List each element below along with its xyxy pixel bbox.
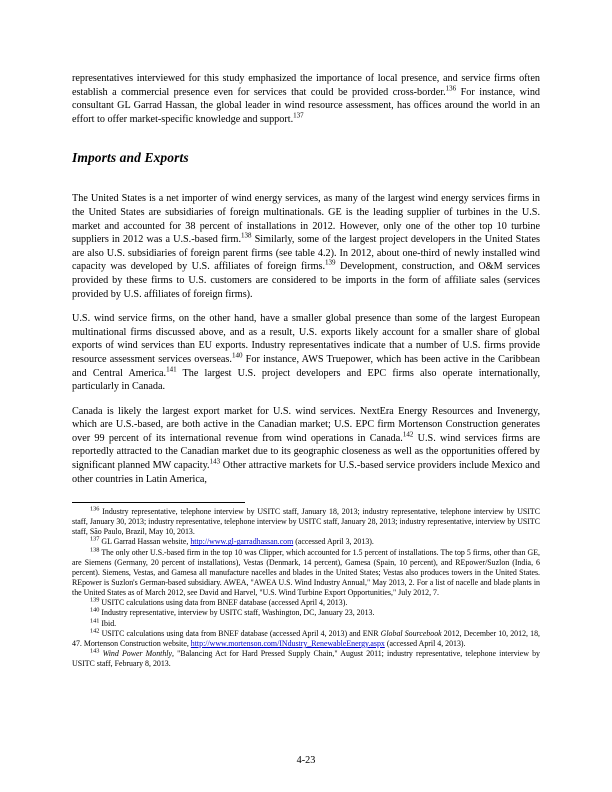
paragraph-canada-exports: Canada is likely the largest export market for U.S. wind services. NextEra Energy Resources and Invenergy, which are U.S.-based, are both active in the Canadian market; U.S. EPC firm Mortenson Construction generates over 99 percent of its international revenue from wind operations in Canada.$^{142}$ U.S. wind services firms are reportedly attracted to the Canadian market due to its geographic closeness as well as the opportunities offered by significant planned MW capacity.$^{143}$ Other attractive markets for U.S.-based service providers include Mexico and other countries in Latin America, xyxy=(72,405,540,485)
footnote: $^{140}$ Industry representative, interview by USITC staff, Washington, DC, January 23, 2013. xyxy=(90,606,375,618)
footnote: $^{142}$ USITC calculations using data from BNEF database (accessed April 4, 2013) and ENR Global Sourcebook 2012, December 10, 2012, 18, 47. Mortenson Construction website, http://www.mortenson.com/INdustry_RenewableEnergy.aspx (accessed April 4, 2013). xyxy=(72,627,540,649)
footnote-reference[interactable]: 138 xyxy=(241,231,252,240)
footnote: $^{136}$ Industry representative, telephone interview by USITC staff, January 18, 2013; industry representative, telephone interview by USITC staff, January 30, 2013; industry representative, telephone interview by USITC staff, January 28, 2013; industry representative, interview by USITC staff, São Paulo, Brazil, May 10, 2013. xyxy=(72,505,540,537)
footnote-reference[interactable]: 141 xyxy=(166,365,177,374)
footnote: $^{141}$ Ibid. xyxy=(90,617,117,628)
footnote-number: 137 xyxy=(90,535,100,543)
page-number: 4-23 xyxy=(296,755,316,766)
footnote-reference[interactable]: 139 xyxy=(325,258,336,267)
paragraph-imports-overview: The United States is a net importer of wind energy services, as many of the largest wind energy services firms in the United States are subsidiaries of foreign multinationals. GE is the leading supplier of turbines in the U.S. market and accounted for 38 percent of installations in 2012. However, only one of the other top 10 turbine suppliers in 2012 was a U.S.-based firm.$^{138}$ Similarly, some of the largest project developers in the United States are also U.S. subsidiaries of foreign parent firms (see table 4.2). In 2012, about one-third of newly installed wind capacity was developed by U.S. affiliates of foreign firms.$^{139}$ Development, construction, and O&M services provided by these firms to U.S. customers are considered to be imports in the form of affiliate sales (services provided by U.S. affiliates of foreign firms). xyxy=(72,193,540,300)
footnote-number: 141 xyxy=(90,617,100,625)
footnote: $^{143}$ Wind Power Monthly, "Balancing Act for Hard Pressed Supply Chain," August 2011; industry representative, telephone interview by USITC staff, February 8, 2013. xyxy=(72,647,540,669)
footnote-reference[interactable]: 142 xyxy=(402,430,414,439)
footnote: $^{137}$ GL Garrad Hassan website, http://www.gl-garradhassan.com (accessed April 3, 2013). xyxy=(90,535,374,547)
paragraph-us-service-firms: U.S. wind service firms, on the other hand, have a smaller global presence than some of the largest European multinational firms discussed above, and as a result, U.S. exports likely account for a smaller share of global exports of wind services than EU exports. Industry representatives indicate that a number of U.S. firms provide resource assessment services overseas.$^{140}$ For instance, AWS Truepower, which has been active in the Caribbean and Central America.$^{141}$ The largest U.S. project developers and EPC firms also operate internationally, particularly in Canada. xyxy=(72,313,540,393)
external-link[interactable]: http://www.gl-garradhassan.com xyxy=(190,537,294,547)
footnote-number: 143 xyxy=(90,647,100,655)
footnote-separator xyxy=(72,502,245,503)
paragraph-intro: representatives interviewed for this study emphasized the importance of local presence, and service firms often establish a commercial presence even for services that could be provided cross-border.$^{136}$ For instance, wind consultant GL Garrad Hassan, the global leader in wind resource assessment, has offices around the world in an effort to offer market-specific knowledge and support.$^{137}$ xyxy=(72,73,541,125)
footnote-reference[interactable]: 140 xyxy=(231,351,243,360)
footnote-number: 139 xyxy=(90,596,100,604)
section-heading: Imports and Exports xyxy=(72,150,189,166)
footnote-number: 140 xyxy=(90,606,100,614)
footnote-reference[interactable]: 143 xyxy=(209,457,221,466)
footnote-number: 142 xyxy=(90,627,100,635)
footnote-reference[interactable]: 136 xyxy=(445,84,457,93)
footnote-number: 138 xyxy=(90,546,100,554)
footnote-reference[interactable]: 137 xyxy=(293,111,304,120)
footnote: $^{139}$ USITC calculations using data from BNEF database (accessed April 4, 2013). xyxy=(90,596,348,607)
external-link[interactable]: http://www.mortenson.com/INdustry_RenewableEnergy.aspx xyxy=(190,639,385,649)
footnotes-section xyxy=(72,507,540,669)
footnote: $^{138}$ The only other U.S.-based firm in the top 10 was Clipper, which accounted for 1.5 percent of installations. The top 5 firms, other than GE, are Siemens (Germany, 20 percent of installations), Vestas (Denmark, 14 percent), Gamesa (Spain, 10 percent), and REpower/Suzlon (India, 6 percent). Siemens, Vestas, and Gamesa all manufacture nacelles and blades in the United States; Vestas also produces towers in the United States. REpower is Suzlon's German-based subsidiary. AWEA, "AWEA U.S. Wind Industry Annual," May 2013, 2. For a list of nacelle and blade plants in the United States as of March 2012, see David and Harvel, "U.S. Wind Turbine Export Opportunities," July 2012, 7. xyxy=(72,546,540,597)
footnote-number: 136 xyxy=(90,505,100,513)
